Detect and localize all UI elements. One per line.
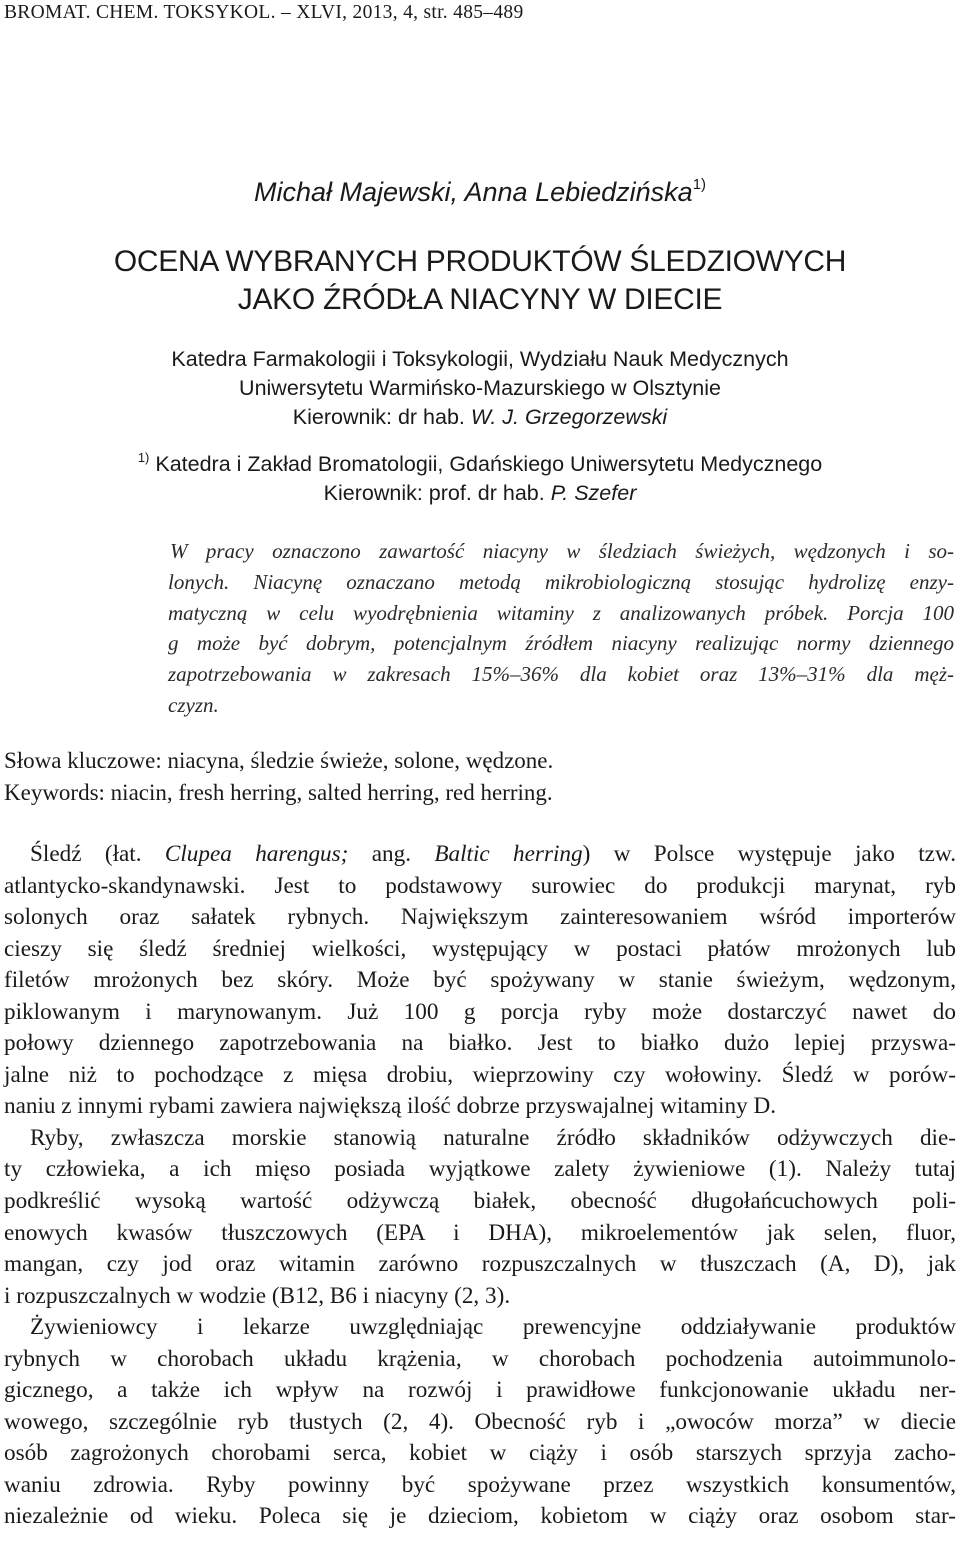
affiliation-2-line-1 — [0, 443, 960, 479]
body-line — [4, 839, 956, 871]
author-affiliation-mark: 1) — [692, 176, 707, 193]
affiliation-mark: 1) — [137, 450, 150, 465]
authors: Michał Majewski, Anna Lebiedzińska — [253, 177, 693, 207]
title-line-2: JAKO ŹRÓDŁA NIACYNY W DIECIE — [237, 283, 723, 316]
body-line: osób zagrożonych chorobami serca, kobiet w ciąży i osób starszych sprzyja zacho- — [4, 1440, 956, 1467]
affiliation-1-head — [0, 403, 960, 432]
body-text-run: ang. — [348, 841, 435, 867]
english-name: Baltic herring — [434, 841, 583, 867]
body-line: solonych oraz sałatek rybnych. Największym zainteresowaniem wśród importerów — [4, 904, 956, 931]
body-line: waniu zdrowia. Ryby powinny być spożywane przez wszystkich konsumentów, — [4, 1471, 956, 1498]
body-line: ty człowieka, a ich mięso posiada wyjątkowe zalety żywieniowe (1). Należy tutaj — [4, 1156, 956, 1183]
latin-name: Clupea harengus; — [164, 841, 349, 867]
abstract-line: g może być dobrym, potencjalnym źródłem niacyny realizując normy dziennego — [168, 631, 954, 656]
keywords — [4, 745, 956, 808]
body-line: połowy dziennego zapotrzebowania na białko. Jest to białko dużo lepiej przyswa- — [4, 1030, 956, 1057]
head-prefix: Kierownik: prof. dr hab. — [323, 481, 551, 505]
authors-line — [0, 176, 960, 208]
affiliation-2-text: Katedra i Zakład Bromatologii, Gdańskiego Uniwersytetu Medycznego — [149, 452, 823, 476]
body-line: wowego, szczególnie ryb tłustych (2, 4). Obecność ryb i „owoców morza” w diecie — [4, 1408, 956, 1435]
body-line: naniu z innymi rybami zawiera największą ilość dobrze przyswajalnej witaminy D. — [4, 1093, 777, 1120]
head-name: W. J. Grzegorzewski — [470, 405, 668, 429]
body-line: gicznego, a także ich wpływ na rozwój i prawidłowe funkcjonowanie układu ner- — [4, 1377, 956, 1404]
body-line: podkreślić wysoką wartość odżywczą białek, obecność długołańcuchowych poli- — [4, 1188, 956, 1215]
body-line: jalne niż to pochodzące z mięsa drobiu, wieprzowiny czy wołowiny. Śledź w porów- — [4, 1061, 956, 1088]
abstract-line: zapotrzebowania w zakresach 15%–36% dla kobiet oraz 13%–31% dla męż- — [168, 662, 954, 687]
abstract — [168, 536, 954, 721]
title-line-1: OCENA WYBRANYCH PRODUKTÓW ŚLEDZIOWYCH — [113, 245, 847, 278]
affiliation-2-head — [0, 479, 960, 508]
affiliation-2 — [0, 443, 960, 508]
head-prefix: Kierownik: dr hab. — [292, 405, 471, 429]
affiliation-1-line-2: Uniwersytetu Warmińsko-Mazurskiego w Olsztynie — [239, 376, 721, 400]
body-line: enowych kwasów tłuszczowych (EPA i DHA), mikroelementów jak selen, fluor, — [4, 1219, 956, 1246]
running-head: BROMAT. CHEM. TOKSYKOL. – XLVI, 2013, 4, str. 485–489 — [4, 2, 524, 23]
affiliation-1-line-1: Katedra Farmakologii i Toksykologii, Wydziału Nauk Medycznych — [171, 347, 789, 371]
body-line: atlantycko-skandynawski. Jest to podstawowy surowiec do produkcji marynat, ryb — [4, 872, 956, 899]
abstract-line: W pracy oznaczono zawartość niacyny w śledziach świeżych, wędzonych i so- — [170, 539, 954, 563]
body-line: filetów mrożonych bez skóry. Może być spożywany w stanie świeżym, wędzonym, — [4, 967, 956, 994]
body-line: niezależnie od wieku. Poleca się je dzieciom, kobietom w ciąży oraz osobom star- — [4, 1503, 956, 1530]
abstract-line: lonych. Niacynę oznaczano metodą mikrobiologiczną stosując hydrolizę enzy- — [168, 569, 954, 594]
body-line: mangan, czy jod oraz witamin zarówno rozpuszczalnych w tłuszczach (A, D), jak — [4, 1251, 956, 1278]
body-text-run: Śledź (łat. — [30, 841, 165, 867]
body-text-run: ) w Polsce występuje jako tzw. — [582, 841, 956, 867]
abstract-line: czyzn. — [168, 692, 219, 717]
head-name: P. Szefer — [550, 481, 637, 505]
abstract-line: matyczną w celu wyodrębnienia witaminy z analizowanych próbek. Porcja 100 — [168, 600, 954, 625]
article-title — [0, 243, 960, 319]
keywords-en: Keywords: niacin, fresh herring, salted herring, red herring. — [4, 779, 553, 805]
keywords-pl: Słowa kluczowe: niacyna, śledzie świeże, solone, wędzone. — [4, 748, 554, 773]
body-line: cieszy się śledź średniej wielkości, występujący w postaci płatów mrożonych lub — [4, 935, 956, 962]
body-line: piklowanym i marynowanym. Już 100 g porcja ryby może dostarczyć nawet do — [4, 998, 956, 1025]
body-line: Żywieniowcy i lekarze uwzględniając prewencyjne oddziaływanie produktów — [30, 1314, 956, 1341]
body-line: Ryby, zwłaszcza morskie stanowią naturalne źródło składników odżywczych die- — [30, 1124, 956, 1151]
body-line: rybnych w chorobach układu krążenia, w chorobach pochodzenia autoimmunolo- — [4, 1345, 956, 1372]
body-line: i rozpuszczalnych w wodzie (B12, B6 i niacyny (2, 3). — [4, 1282, 511, 1309]
affiliation-1 — [0, 345, 960, 432]
body-text — [4, 839, 956, 1533]
